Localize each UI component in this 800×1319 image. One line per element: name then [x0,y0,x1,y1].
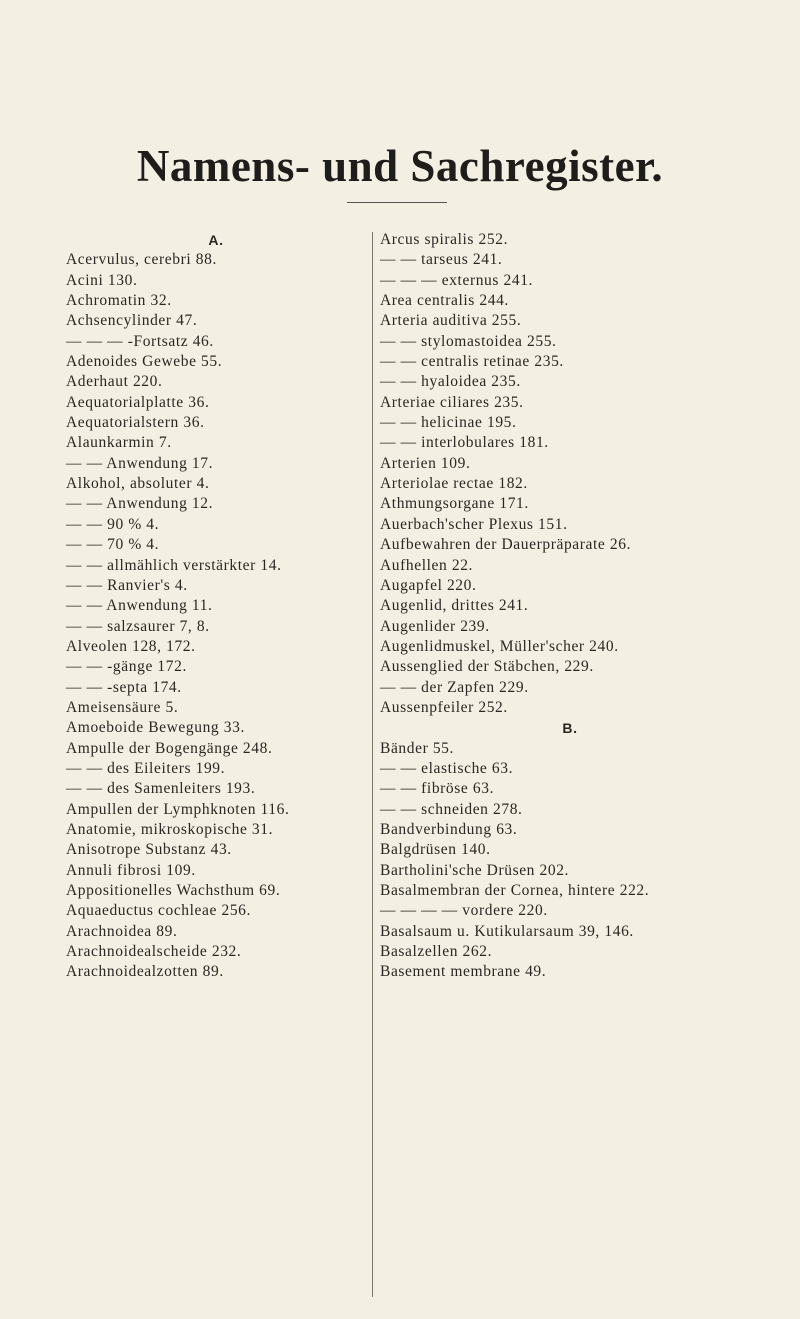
index-entry: Basalsaum u. Kutikularsaum 39, 146. [380,922,634,940]
index-entry: Basalzellen 262. [380,943,493,961]
index-entry: Achromatin 32. [66,292,172,310]
index-entry: — — centralis retinae 235. [380,353,564,371]
index-entry: — — Anwendung 17. [66,454,214,472]
index-entry: Augapfel 220. [380,576,477,594]
index-entry: — — Anwendung 12. [66,495,214,513]
index-entry: Aussenglied der Stäbchen, 229. [380,658,594,676]
index-entry: Augenlidmuskel, Müller'scher 240. [380,637,619,655]
index-entry: Ameisensäure 5. [66,698,179,716]
index-entry: Aequatorialplatte 36. [66,393,210,411]
index-entry: Acervulus, cerebri 88. [66,251,217,269]
index-entry: Area centralis 244. [380,292,509,310]
page-title: Namens- und Sachregister. [136,141,664,191]
index-entry: Ampulle der Bogengänge 248. [66,739,273,757]
index-entry: — — -gänge 172. [66,658,187,676]
index-entry: Alaunkarmin 7. [66,434,172,452]
index-entry: Aufhellen 22. [380,556,474,574]
index-entry: Aequatorialstern 36. [66,414,205,432]
index-entry: Augenlid, drittes 241. [380,597,529,615]
index-entry: Appositionelles Wachsthum 69. [66,882,281,899]
index-entry: Alveolen 128, 172. [66,637,196,655]
index-entry: — — des Eileiters 199. [66,759,226,777]
index-entry: — — 90 % 4. [66,515,160,533]
index-entry: — — -septa 174. [66,678,182,696]
index-entry: — — — externus 241. [380,271,534,289]
index-entry: Aquaeductus cochleae 256. [66,902,252,920]
index-entry: — — Anwendung 11. [66,597,213,615]
index-entry: Basalmembran der Cornea, hintere 222. [380,882,650,899]
section-letter: A. [208,232,224,248]
index-entry: — — allmählich verstärkter 14. [66,556,282,574]
index-entry: Alkohol, absoluter 4. [66,475,210,493]
index-entry: — — — -Fortsatz 46. [66,332,214,350]
index-entry: — — elastische 63. [380,759,514,777]
index-entry: — — des Samenleiters 193. [66,780,256,798]
index-entry: Balgdrüsen 140. [380,841,491,859]
index-entry: — — der Zapfen 229. [380,678,529,696]
index-entry: — — — — vordere 220. [380,902,548,920]
index-entry: Anatomie, mikroskopische 31. [66,820,274,838]
index-entry: — — fibröse 63. [380,780,495,798]
index-entry: Auerbach'scher Plexus 151. [380,515,568,533]
title-rule [347,202,447,203]
index-entry: Arteriolae rectae 182. [380,475,528,493]
index-entry: Aufbewahren der Dauerpräparate 26. [380,536,632,554]
column-divider [372,232,373,1297]
index-entry: Basement membrane 49. [380,963,547,981]
index-entry: — — Ranvier's 4. [66,576,188,594]
index-entry: — — interlobulares 181. [380,434,549,452]
index-entry: Adenoides Gewebe 55. [66,353,223,371]
index-entry: Amoeboide Bewegung 33. [66,719,245,737]
index-entry: Acini 130. [66,271,138,289]
index-entry: Arteriae ciliares 235. [380,393,524,411]
index-entry: Bartholini'sche Drüsen 202. [380,861,570,879]
index-entry: Arachnoidealscheide 232. [66,943,242,961]
index-entry: Aussenpfeiler 252. [380,698,508,716]
section-letter: B. [562,720,578,737]
index-entry: Bandverbindung 63. [380,820,518,838]
index-entry: Arcus spiralis 252. [380,231,509,248]
index-entry: — — salzsaurer 7, 8. [66,617,210,635]
index-entry: Arachnoidea 89. [66,922,178,940]
index-entry: Ampullen der Lymphknoten 116. [66,800,290,818]
index-entry: Annuli fibrosi 109. [66,861,196,879]
index-entry: — — hyaloidea 235. [380,373,521,391]
index-column-left [66,230,366,983]
index-entry: — — stylomastoidea 255. [380,332,557,350]
index-entry: — — schneiden 278. [380,800,523,818]
index-entry: Arachnoidealzotten 89. [66,963,224,981]
index-entry: Arteria auditiva 255. [380,312,522,330]
index-entry: Aderhaut 220. [66,373,163,391]
index-entry: — — tarseus 241. [380,251,503,269]
index-entry: Augenlider 239. [380,617,490,635]
index-entry: — — 70 % 4. [66,536,160,554]
index-column-right [380,230,760,983]
index-entry: Bänder 55. [380,739,455,757]
index-entry: Achsencylinder 47. [66,312,198,330]
index-entry: Anisotrope Substanz 43. [66,841,232,859]
index-entry: Athmungsorgane 171. [380,495,529,513]
index-entry: Arterien 109. [380,454,471,472]
index-entry: — — helicinae 195. [380,414,517,432]
